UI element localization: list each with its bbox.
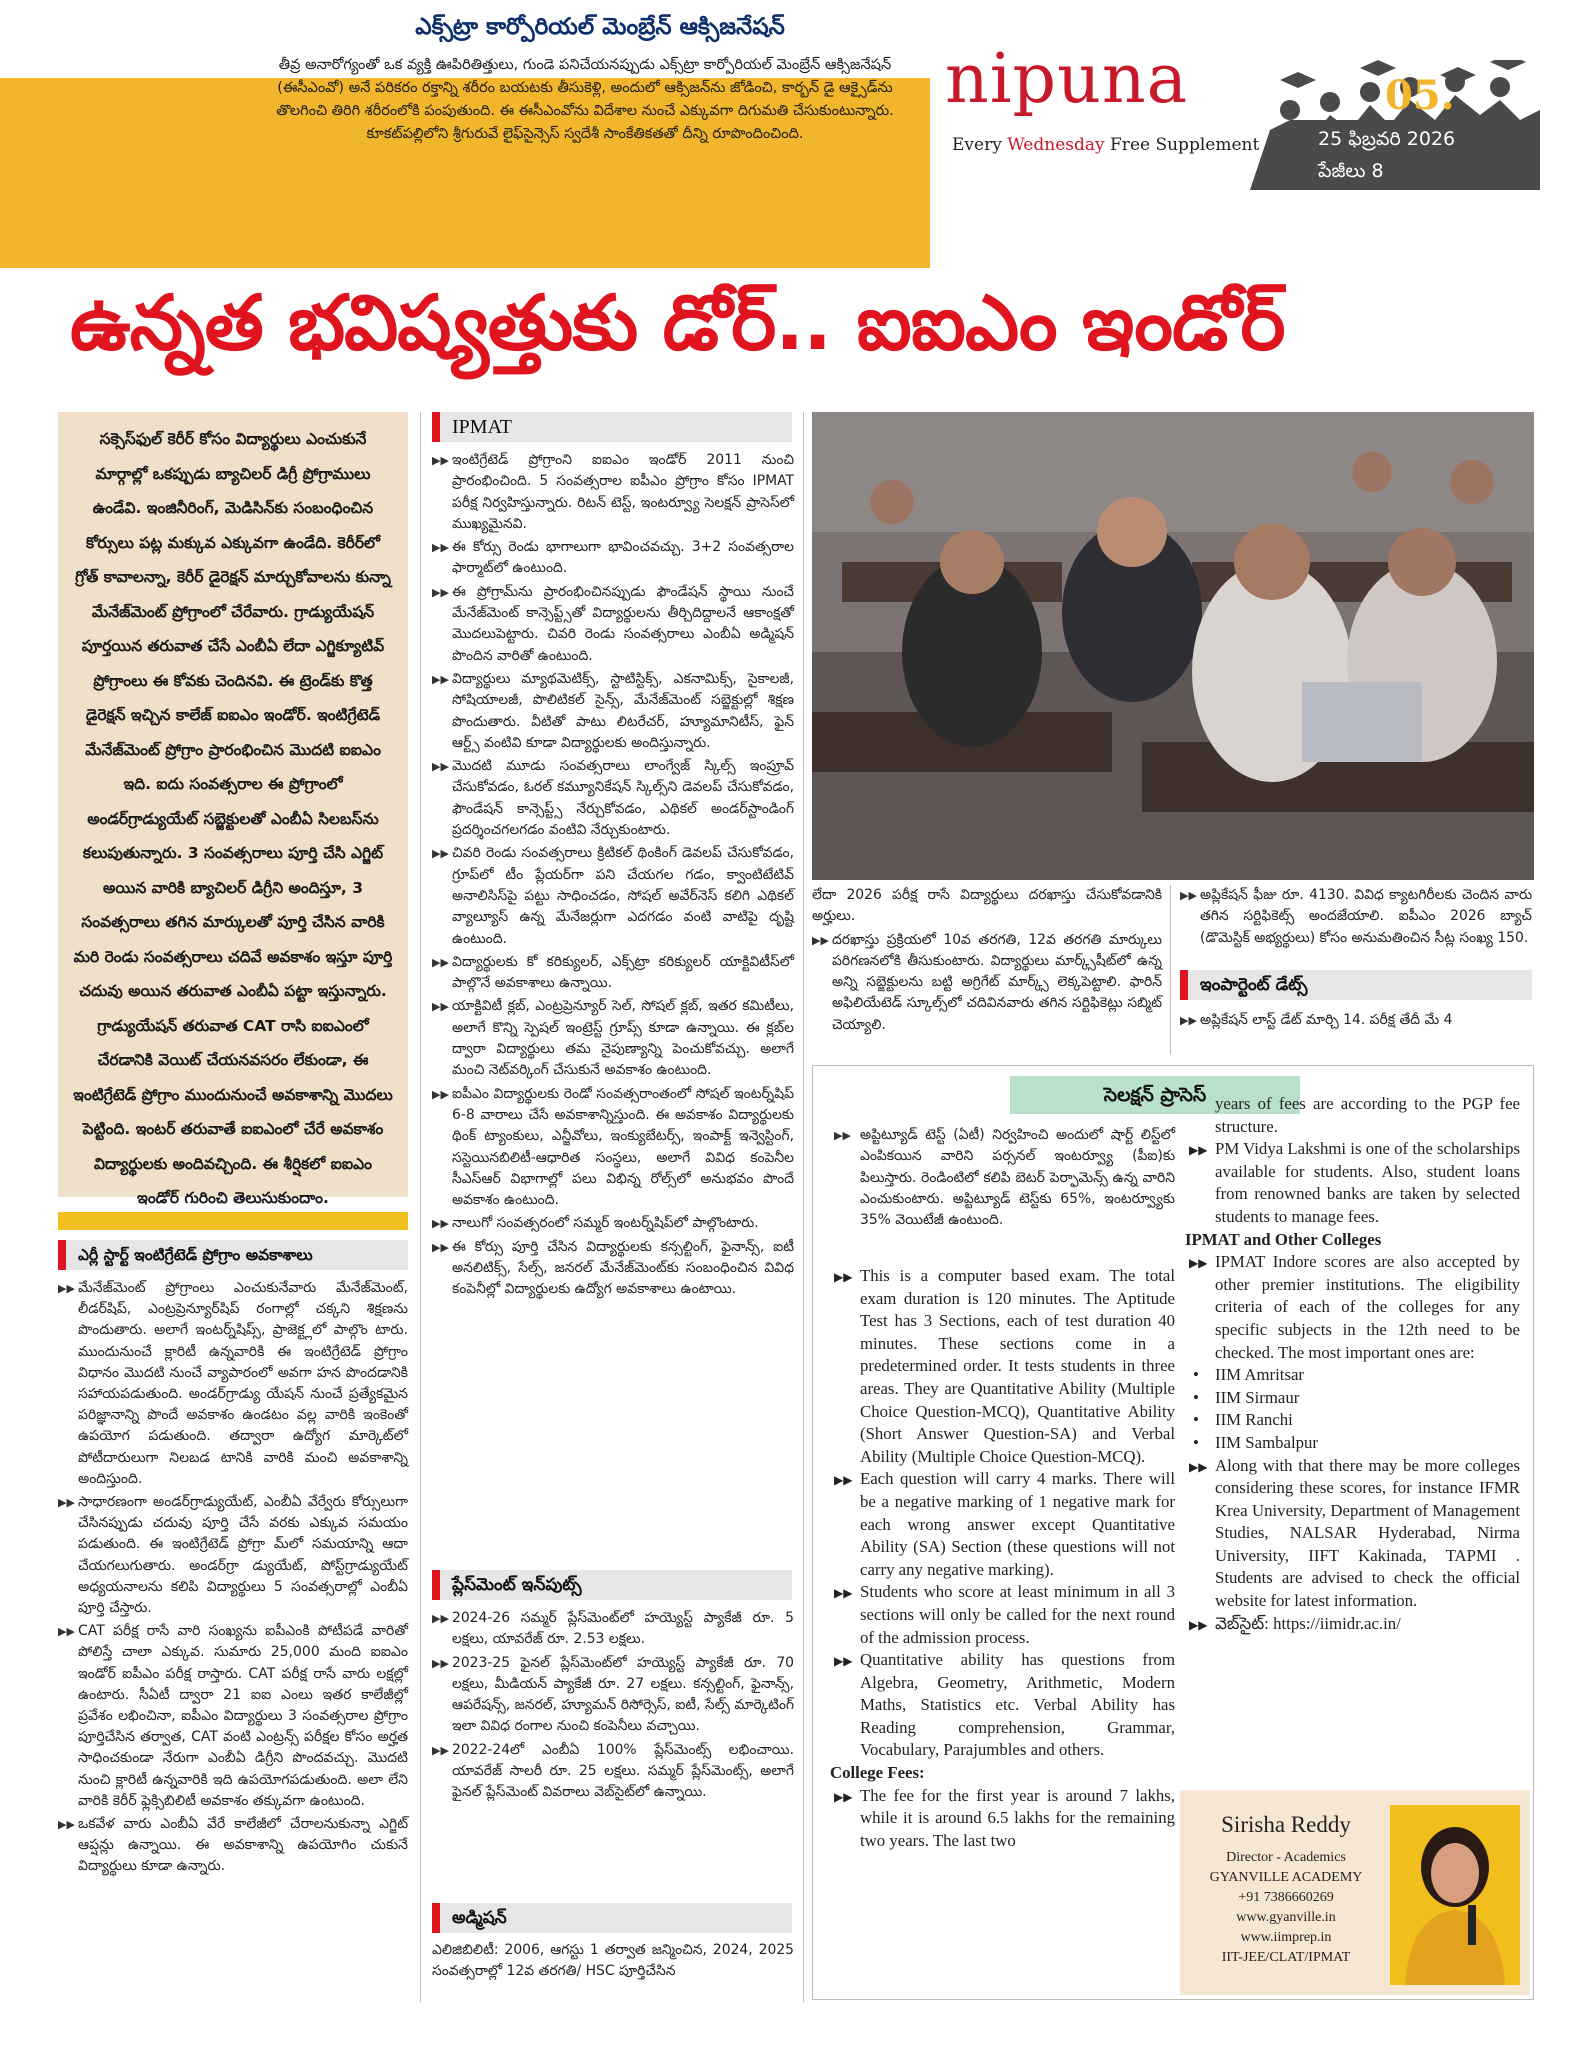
admission-text: ఎలిజిబిలిటీ: 2006, ఆగస్టు 1 తర్వాత జన్మించిన, 2024, 2025 సంవత్సరాల్లో 12వ తరగతి/ HSC పూర్తిచేసిన: [432, 1942, 794, 1980]
list-item: ▶▶ అప్లికేషన్ లాస్ట్ డేట్ మార్చి 14. పరీక్ష తేదీ మే 4: [1180, 1010, 1532, 1031]
bullet-icon: ▶▶: [432, 955, 449, 969]
list-item: • IIM Amritsar: [1185, 1364, 1520, 1387]
main-headline: ఉన్నత భవిష్యత్తుకు డోర్.. ఐఐఎం ఇండోర్: [70, 278, 1285, 367]
list-item: ▶▶ Along with that there may be more colleges considering these scores, for instance IFMR Krea University, Department of Management Studies, NALSAR Hyderabad, Nirma University, IIFT Kakinada, TAPMI . Students are advised to check the official website for latest information.: [1189, 1455, 1520, 1611]
list-item: ▶▶ Quantitative ability has questions from Algebra, Geometry, Arithmetic, Modern Maths, Statistics etc. Verbal Ability has Reading comprehension, Grammar, Vocabulary, Parajumbles and others.: [834, 1650, 1175, 1760]
ipmat-heading: IPMAT: [432, 412, 792, 442]
list-item: ▶▶ 2023-25 ఫైనల్ ప్లేస్‌మెంట్‌లో హయ్యెస్ట్ ప్యాకేజీ రూ. 70 లక్షలు, మీడియన్ ప్యాకేజీ రూ. 27 లక్షలు. కన్సల్టింగ్, ఫైనాన్స్, ఆపరేషన్స్, జనరల్, హ్యూమన్ రిసోర్సెస్, ఐటీ, సేల్స్ మార్కెటింగ్ ఇలా వివిధ రంగాల నుంచి కంపెనీలు వచ్చాయి.: [432, 1654, 794, 1735]
issue-date: 25 ఫిబ్రవరి 2026: [1318, 128, 1456, 150]
bullet-icon: ▶▶: [432, 760, 449, 774]
bullet-icon: ▶▶: [432, 847, 449, 861]
tagline-day: Wednesday: [1007, 135, 1105, 155]
author-portrait-image: [1390, 1805, 1520, 1985]
fee-text: [1180, 885, 1532, 951]
list-item: ▶▶ నాలుగో సంవత్సరంలో సమ్మర్ ఇంటర్న్‌షిప్‌లో పాల్గొంటారు.: [432, 1213, 794, 1234]
classroom-photo-image: [812, 412, 1534, 880]
important-dates-text: [1180, 1010, 1532, 1033]
list-item: ▶▶ 2022-24లో ఎంబీఏ 100% ప్లేస్‌మెంట్స్ లభించాయి. యావరేజ్ సాలరీ రూ. 25 లక్షలు. సమ్మర్ ప్లేస్‌మెంట్స్, అలాగే ఫైనల్ ప్లేస్‌మెంట్ వివరాలు వెబ్‌సైట్‌లో ఉన్నాయి.: [432, 1741, 794, 1801]
list-item: ▶▶ ఈ కోర్సు పూర్తి చేసిన విద్యార్థులకు కన్సల్టింగ్, ఫైనాన్స్, ఐటీ అనలిటిక్స్, సేల్స్, జనరల్ మేనేజ్‌మెంట్‌కు సంబంధించిన వివిధ కంపెనీల్లో విద్యార్థులకు ఉద్యోగ అవకాశాలు ఉంటాయి.: [432, 1238, 794, 1298]
bullet-icon: ▶▶: [834, 1473, 853, 1488]
list-item: ▶▶ ఐపీఎం విద్యార్థులకు రెండో సంవత్సరాంతంలో సోషల్ ఇంటర్న్‌షిప్ 6-8 వారాలు చేసే అవకాశాన్నిస్తుంది. ఈ అవకాశం విద్యార్థులకు థింక్ ట్యాంకులు, ఎన్జీవోలు, ఇంక్యుబేటర్స్, ఇంపాక్ట్ ఇన్వెస్టింగ్, సస్టెయినబిలిటీ-ఆధారిత సంస్థలు, అలాగే వివిధ కంపెనీల సీఎస్ఆర్ విభాగాల్లో పలు విభిన్న రోల్స్‌లో అనుభవం పొందే అవకాశం ఉంటుంది.: [432, 1085, 794, 1209]
early-start-heading: ఎర్లీ స్టార్ట్ ఇంటిగ్రేటెడ్ ప్రోగ్రాం అవకాశాలు: [58, 1240, 408, 1270]
list-item: ▶▶ విద్యార్థులు మ్యాథమెటిక్స్, స్టాటిస్టిక్స్, ఎకనామిక్స్, సైకాలజీ, సోషియాలజీ, పొలిటికల్ సైన్స్, మేనేజ్‌మెంట్ సబ్జెక్టుల్లో శిక్షణ పొందుతారు. వీటితో పాటు లిటరేచర్, హ్యూమానిటీస్, ఫైన్ ఆర్ట్స్ వంటివి కూడా విద్యార్థులకు అందిస్తున్నారు.: [432, 670, 794, 751]
list-item: ▶▶ ఈ ప్రోగ్రామ్‌ను ప్రారంభించినప్పుడు ఫౌండేషన్ స్థాయి నుంచే మేనేజ్‌మెంట్ కాన్సెప్ట్స్‌తో విద్యార్థులను తీర్చిదిద్దాలనే ఆకాంక్షతో మొదలుపెట్టారు. చివరి రెండు సంవత్సరాలు ఎంబీఏ అడ్మిషన్ పొందిన వారితో ఉంటుంది.: [432, 583, 794, 664]
bullet-icon: ▶▶: [58, 1625, 75, 1639]
admission-heading: అడ్మిషన్: [432, 1903, 792, 1933]
masthead-tagline: [952, 135, 1259, 155]
list-item: ▶▶ Students who score at least minimum in all 3 sections will only be called for the next round of the admission process.: [834, 1582, 1175, 1647]
bullet-icon: ▶▶: [432, 1217, 449, 1231]
list-item: ▶▶ 2024-26 సమ్మర్ ప్లేస్‌మెంట్‌లో హయ్యెస్ట్ ప్యాకేజీ రూ. 5 లక్షలు, యావరేజ్ రూ. 2.53 లక్షలు.: [432, 1610, 794, 1648]
bullet-icon: ▶▶: [834, 1129, 851, 1142]
selection-english-right: years of fees are according to the PGP fee structure. ▶▶ PM Vidya Lakshmi is one of the scholarships available for students. Also, student loans from renowned banks are taken by selected students to manage fees. IPMAT and Other Colleges ▶▶ IPMAT Indore scores are also accepted by other premier institutions. The eligibility criteria of each of the colleges for any specific subjects in the 12th need to be checked. The most important ones are: • IIM Amritsar • IIM Sirmaur • IIM Ranchi • IIM Sambalpur ▶▶ Along with that there may be more colleges considering these scores, for instance IFMR Krea University, Department of Management Studies, NALSAR Hyderabad, Nirma University, IIFT Kakinada, TAPMI . Students are advised to check the official website for latest information. ▶▶ వెబ్‌సైట్: https://iimidr.ac.in/: [1185, 1093, 1520, 1635]
selection-telugu: [830, 1125, 1175, 1233]
bullet-icon: ▶▶: [1189, 1617, 1208, 1632]
column-rule: [420, 412, 421, 2002]
tagline-post: Free Supplement: [1110, 135, 1260, 155]
college-list: [1185, 1364, 1520, 1454]
bullet-icon: ▶▶: [432, 1612, 449, 1625]
bullet-icon: ▶▶: [432, 1743, 449, 1757]
divider-bar: [58, 1212, 408, 1230]
important-dates-heading: ఇంపార్టెంట్ డేట్స్: [1180, 970, 1532, 1000]
bullet-icon: ▶▶: [432, 1087, 449, 1101]
list-item: ▶▶ మేనేజ్‌మెంట్ ప్రోగ్రాంలు ఎంచుకునేవారు మేనేజ్‌మెంట్, లీడర్‌షిప్, ఎంట్రప్రెన్యూర్‌షిప్ రంగాల్లో చక్కని శిక్షణను పొందుతారు. అలాగే ఇంటర్న్‌షిప్స్, ప్రాజెక్ట్లలో పాల్గొం టారు. ముందునుంచే క్లారిటీ ఉన్నవారికి ఈ ఇంటిగ్రేటెడ్ ప్రోగ్రాం విధానం మొదటి నుంచే వ్యాపారంలో అవగా హన పొందడానికి సహాయపడుతుంది. అండర్‌గ్రాడ్యు యేషన్ నుంచే ప్రత్యేకమైన పరిజ్ఞానాన్ని పొందే అవకాశం ఉండటం వల్ల వారికి ఇంకెంతో ఉపయోగ పడుతుంది. తద్వారా ఉద్యోగ మార్కెట్‌లో పోటీదారులుగా నిలబడ టానికి వారికి మంచి అవకాశాన్ని అందిస్తుంది.: [58, 1280, 408, 1487]
placement-text: [432, 1608, 794, 1806]
early-start-text: [58, 1278, 408, 1880]
list-item: • IIM Ranchi: [1185, 1409, 1520, 1432]
selection-process-title: సెలక్షన్ ప్రాసెస్: [1010, 1076, 1300, 1114]
masthead-logo: nipuna: [945, 40, 1189, 119]
list-item: ▶▶ PM Vidya Lakshmi is one of the scholarships available for students. Also, student loans from renowned banks are taken by selected students to manage fees.: [1189, 1139, 1520, 1226]
issue-number: 05.: [1385, 72, 1455, 119]
intro-text: సక్సెస్‌ఫుల్ కెరీర్ కోసం విద్యార్థులు ఎంచుకునే మార్గాల్లో ఒకప్పుడు బ్యాచిలర్ డిగ్రీ ప్రోగ్రాములు ఉండేవి. ఇంజినీరింగ్, మెడిసిన్‌కు సంబంధించిన కోర్సులు పట్ల మక్కువ ఎక్కువగా ఉండేది. కెరీర్‌లో గ్రోత్ కావాలన్నా, కెరీర్ డైరెక్షన్ మార్చుకోవాలను కున్నా మేనేజ్‌మెంట్ ప్రోగ్రాంలో చేరేవారు. గ్రాడ్యుయేషన్ పూర్తయిన తరువాత చేసే ఎంబీఏ లేదా ఎగ్జిక్యూటివ్ ప్రోగ్రాంలు ఈ కోవకు చెందినవి. ఈ ట్రెండ్‌కు కొత్త డైరెక్షన్ ఇచ్చిన కాలేజ్ ఐఐఎం ఇండోర్. ఇంటిగ్రేటెడ్ మేనేజ్‌మెంట్ ప్రోగ్రాం ప్రారంభించిన మొదటి ఐఐఎం ఇది. ఐదు సంవత్సరాల ఈ ప్రోగ్రాంలో అండర్‌గ్రాడ్యుయేట్ సబ్జెక్టులతో ఎంబీఏ సిలబస్‌ను కలుపుతున్నారు. 3 సంవత్సరాలు పూర్తి చేసి ఎగ్జిట్ అయిన వారికి బ్యాచిలర్ డిగ్రీని అందిస్తూ, 3 సంవత్సరాలు తగిన మార్కులతో పూర్తి చేసిన వారికి మరి రెండు సంవత్సరాలు చదివే అవకాశం ఇస్తూ పూర్తి చదువు అయిన తరువాత ఎంబీఏ పట్టా ఇస్తున్నారు. గ్రాడ్యుయేషన్ తరువాత CAT రాసి ఐఐఎంలో చేరడానికి వెయిట్ చేయనవసరం లేకుండా, ఈ ఇంటిగ్రేటెడ్ ప్రోగ్రాం ముందునుంచే అవకాశాన్ని మొదలు పెట్టింది. ఇంటర్ తరువాతే ఐఐఎంలో చేరే అవకాశం విద్యార్థులకు అందివచ్చింది. ఈ శీర్షికలో ఐఐఎం ఇండోర్ గురించి తెలుసుకుందాం.: [73, 430, 393, 1207]
bullet-icon: ▶▶: [58, 1282, 75, 1295]
placement-heading: ప్లేస్‌మెంట్ ఇన్‌పుట్స్: [432, 1570, 792, 1600]
bullet-icon: ▶▶: [834, 1789, 853, 1804]
bullet-icon: ▶▶: [834, 1586, 853, 1601]
bullet-icon: ▶▶: [1189, 1459, 1208, 1474]
eligibility-continued: లేదా 2026 పరీక్ష రాసే విద్యార్థులు దరఖాస్తు చేసుకోవడానికి అర్హులు. ▶▶ దరఖాస్తు ప్రక్రియలో 10వ తరగతి, 12వ తరగతి మార్కులు పరిగణనలోకి తీసుకుంటారు. విద్యార్థులు మార్క్స్‌షీట్‌లో ఉన్న అన్ని సబ్జెక్టులను బట్టి అగ్రిగేట్ మార్క్స్ లెక్కపెట్టాలి. ఫారిన్ అఫిలియేటెడ్ స్కూల్స్‌లో చదివినవారు తగిన సర్టిఫికెట్లు సబ్మిట్ చెయ్యాలి.: [812, 885, 1162, 1038]
selection-english: [830, 1265, 1175, 1852]
list-item: ▶▶ అప్లికేషన్ ఫీజు రూ. 4130. వివిధ క్యాటగిరీలకు చెందిన వారు తగిన సర్టిఫికెట్స్ అందజేయాలి. ఐపీఎం 2026 బ్యాచ్ (డొమెస్టిక్ అభ్యర్థులు) కోసం అనుమతించిన సీట్ల సంఖ్య 150.: [1180, 887, 1532, 946]
page-count: పేజీలు 8: [1318, 160, 1384, 182]
tagline-pre: Every: [952, 135, 1002, 155]
bullet-icon: ▶▶: [1180, 1014, 1197, 1027]
bullet-icon: ▶▶: [58, 1496, 75, 1510]
list-item: ▶▶ ఒకవేళ వారు ఎంబీఏ వేరే కాలేజీలో చేరాలనుకున్నా ఎగ్జిట్ ఆప్షన్లు ఉన్నాయి. ఈ అవకాశాన్ని ఉపయోగిం చుకునే విద్యార్థులు కూడా ఉన్నారు.: [58, 1816, 408, 1875]
bullet-icon: ▶▶: [1180, 889, 1197, 902]
list-item: ▶▶ దరఖాస్తు ప్రక్రియలో 10వ తరగతి, 12వ తరగతి మార్కులు పరిగణనలోకి తీసుకుంటారు. విద్యార్థులు మార్క్స్‌షీట్‌లో ఉన్న అన్ని సబ్జెక్టులను బట్టి అగ్రిగేట్ మార్క్స్ లెక్కపెట్టాలి. ఫారిన్ అఫిలియేటెడ్ స్కూల్స్‌లో చదివినవారు తగిన సర్టిఫికెట్లు సబ్మిట్ చెయ్యాలి.: [812, 931, 1162, 1033]
classroom-photo: [812, 412, 1534, 880]
website-link[interactable]: ▶▶ వెబ్‌సైట్: https://iimidr.ac.in/: [1185, 1613, 1520, 1636]
author-photo: [1390, 1805, 1520, 1985]
column-rule: [1170, 885, 1171, 1055]
list-item: ▶▶ సాధారణంగా అండర్‌గ్రాడ్యుయేట్, ఎంబీఏ వేర్వేరు కోర్సులుగా చేసినప్పుడు చదువు పూర్తి చేసే వరకు ఎక్కువ సమయం పడుతుంది. ఈ ఇంటిగ్రేటెడ్ ప్రోగ్రా మ్‌లో సమయాన్ని ఆదా చేయగలుగుతారు. అండర్‌గ్రా డ్యుయేట్, పోస్ట్‌గ్రాడ్యుయేట్ అధ్యయనాలను కలిపి విద్యార్థులు 5 సంవత్సరాల్లో ఎంబీఏ పూర్తి చేస్తారు.: [58, 1494, 408, 1617]
list-item: ▶▶ IPMAT Indore scores are also accepted by other premier institutions. The eligibility criteria of each of the colleges for any specific subjects in the 12th need to be checked. The most important ones are:: [1189, 1252, 1520, 1362]
bullet-icon: ▶▶: [432, 1000, 449, 1014]
other-colleges-heading: IPMAT and Other Colleges: [1185, 1229, 1382, 1249]
list-item: • IIM Sirmaur: [1185, 1387, 1520, 1410]
list-item: ▶▶ అప్టిట్యూడ్ టెస్ట్ (ఏటీ) నిర్వహించి అందులో షార్ట్ లిస్ట్‌లో ఎంపికయిన వారిని పర్సనల్ ఇంటర్వ్యూ (పీఐ)కు పిలుస్తారు. రెండింటిలో కలిపి బెటర్ పెర్ఫామెన్స్ ఉన్న వారిని ఎంచుకుంటారు. అప్టిట్యూడ్ టెస్ట్‌కు 65%, ఇంటర్వ్యూకు 35% వెయిటేజీ ఉంటుంది.: [834, 1127, 1175, 1229]
list-item: ▶▶ CAT పరీక్ష రాసే వారి సంఖ్యను ఐపీఎంకి పోటీపడే వారితో పోలిస్తే చాలా ఎక్కువ. సుమారు 25,000 మంది ఐఐఎం ఇండోర్ ఐపీఎం పరీక్ష రాస్తారు. CAT పరీక్ష రాసే వారు లక్షల్లో ఉంటారు. సీఏటీ ద్వారా 21 ఐఐ ఎంలు ఇతర కాలేజీల్లో ప్రవేశం లభించినా, ఐపీఎం విద్యార్థులు 3 సంవత్సరాల ప్రోగ్రాం పూర్తిచేసిన తర్వాత, CAT వంటి ఎంట్రన్స్ పరీక్షల కోసం అర్హత సాధించకుండా నేరుగా ఎంబీఏ డిగ్రీని పొందవచ్చు. మొదటి నుంచి క్లారిటీ ఉన్నవారికి ఇది ఉపయోగపడుతుంది. అలా లేని వారికి కెరీర్ ఫ్లెక్సిబిలిటీ అవకాశం తక్కువగా ఉంటుంది.: [58, 1623, 408, 1809]
list-item: ▶▶ ఈ కోర్సు రెండు భాగాలుగా భావించవచ్చు. 3+2 సంవత్సరాల ఫార్మాట్‌లో ఉంటుంది.: [432, 539, 794, 577]
list-item: ▶▶ Each question will carry 4 marks. There will be a negative marking of 1 negative mark for each wrong answer except Quantitative Ability (SA) Section (these questions will not carry any negative marking).: [834, 1469, 1175, 1579]
bullet-icon: ▶▶: [432, 454, 449, 467]
list-item: ▶▶ This is a computer based exam. The total exam duration is 120 minutes. The Aptitude Test has 3 Sections, each of test duration 40 minutes. These sections come in a predetermined order. It tests students in three areas. They are Quantitative Ability (Multiple Choice Question-MCQ), Quantitative Ability (Short Answer Question-SA) and Verbal Ability (Multiple Choice Question-MCQ).: [834, 1266, 1175, 1466]
author-details: Director - Academics GYANVILLE ACADEMY +91 7386660269 www.gyanville.in www.iimprep.in IIT-JEE/CLAT/IPMAT: [1209, 1850, 1363, 1965]
bullet-icon: ▶▶: [1189, 1143, 1208, 1158]
list-item: ▶▶ చివరి రెండు సంవత్సరాలు క్రిటికల్ థింకింగ్ డెవలప్ చేసుకోవడం, గ్రూప్‌లో టీం ప్లేయర్‌గా పని చేయగల గడం, క్వాంటిటేటివ్ అనాలిసిస్‌పై పట్టు సాధించడం, సోషల్ అవేర్‌నెస్ కలిగి ఎథికల్ వ్యాల్యూస్ ఉన్న మేనేజర్లుగా ఎదగడం వంటి వాటిపై దృష్టి ఉంటుంది.: [432, 845, 794, 947]
list-item: ▶▶ యాక్టివిటీ క్లబ్, ఎంట్రప్రెన్యూర్ సెల్, సోషల్ క్లబ్, ఇతర కమిటీలు, అలాగే కొన్ని స్పెషల్ ఇంట్రెస్ట్ గ్రూప్స్ కూడా ఉన్నాయి. ఈ క్లబ్‌ల ద్వారా విద్యార్థులు తమ నైపుణ్యాన్ని పెంచుకోవచ్చు. అలాగే మంచి నెట్‌వర్కింగ్ చేసుకునే అవకాశం ఉంటుంది.: [432, 998, 794, 1079]
bullet-icon: ▶▶: [834, 1654, 853, 1669]
bullet-icon: ▶▶: [1189, 1256, 1208, 1271]
list-item: ▶▶ The fee for the first year is around 7 lakhs, while it is around 6.5 lakhs for the remaining two years. The last two: [834, 1785, 1175, 1850]
list-item: • IIM Sambalpur: [1185, 1432, 1520, 1455]
intro-box: [58, 412, 408, 1207]
author-name: Sirisha Reddy: [1221, 1812, 1351, 1837]
bullet-icon: ▶▶: [432, 585, 449, 599]
bullet-icon: ▶▶: [58, 1818, 75, 1832]
list-item: ▶▶ ఇంటిగ్రేటెడ్ ప్రోగ్రాంని ఐఐఎం ఇండోర్ 2011 నుంచి ప్రారంభించింది. 5 సంవత్సరాల ఐపీఎం ప్రోగ్రాం కోసం IPMAT పరీక్ష నిర్వహిస్తున్నారు. రిటన్ టెస్ట్, ఇంటర్వ్యూ సెలక్షన్ ప్రాసెస్‌లో ముఖ్యమైనవి.: [432, 452, 794, 532]
column-rule: [803, 412, 804, 2002]
bullet-icon: ▶▶: [432, 672, 449, 686]
bullet-icon: ▶▶: [432, 1656, 449, 1670]
header-feature-title: ఎక్స్‌ట్రా కార్పోరియల్ మెంబ్రేన్ ఆక్సిజనేషన్: [415, 14, 785, 40]
college-fees-heading: College Fees:: [830, 1763, 925, 1783]
bullet-icon: ▶▶: [432, 1240, 449, 1254]
ipmat-text: [432, 450, 794, 1303]
bullet-icon: ▶▶: [812, 933, 829, 947]
bullet-icon: ▶▶: [432, 541, 449, 555]
header-feature-body: తీవ్ర అనారోగ్యంతో ఒక వ్యక్తి ఊపిరితిత్తులు, గుండె పనిచేయనప్పుడు ఎక్స్‌ట్రా కార్పోరియల్ మెంబ్రేన్ ఆక్సిజనేషన్ (ఈసీఎంవో) అనే పరికరం రక్తాన్ని శరీరం బయటకు తీసుకెళ్లి, అందులో ఆక్సిజన్‌ను జోడించి, కార్బన్ డై ఆక్సైడ్‌ను తొలగించి తిరిగి శరీరంలోకి పంపుతుంది. ఈ ఈసీఎంవోను విదేశాల నుంచే ఎక్కువగా దిగుమతి చేసుకుంటున్నారు. కూకట్‌పల్లిలోని శ్రీగురువే లైఫ్‌సైన్సెస్ స్వదేశీ సాంకేతికతతో దీన్ని రూపొందించింది.: [276, 57, 894, 142]
list-item: ▶▶ విద్యార్థులకు కో కరిక్యులర్, ఎక్స్‌ట్రా కరిక్యులర్ యాక్టివిటీస్‌లో పాల్గొనే అవకాశాలు ఉన్నాయి.: [432, 953, 794, 992]
list-item: ▶▶ మొదటి మూడు సంవత్సరాలు లాంగ్వేజ్ స్కిల్స్ ఇంప్రూవ్ చేసుకోవడం, ఓరల్ కమ్యూనికేషన్ స్కిల్స్‌ని డెవలప్ చేసుకోవడం, ఫౌండేషన్ కాన్సెప్ట్స్ నేర్చుకోవడం, ఎథికల్ అండర్‌స్టాండింగ్ ప్రదర్శించగలగడం వంటివి నేర్చుకుంటారు.: [432, 758, 794, 839]
bullet-icon: ▶▶: [834, 1270, 853, 1284]
